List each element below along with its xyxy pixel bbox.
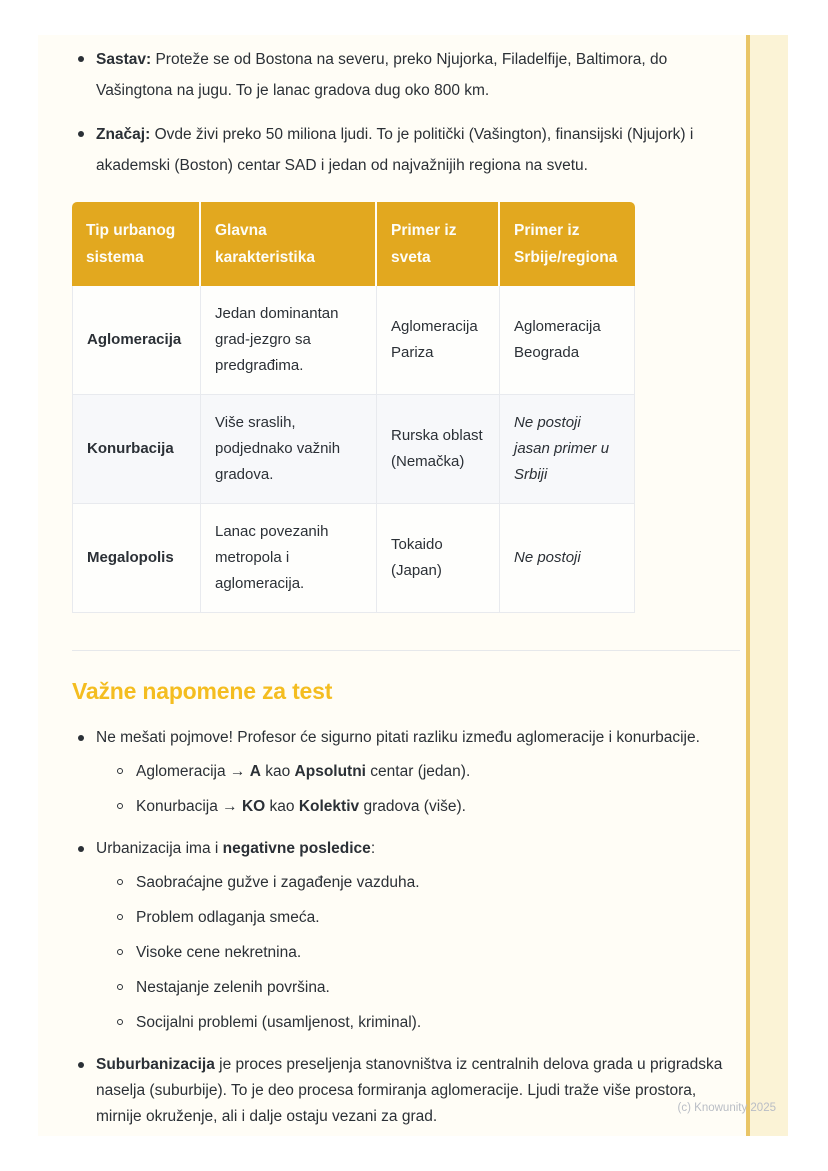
bullet-icon	[78, 735, 84, 741]
table-row	[72, 395, 635, 504]
list-item	[72, 44, 740, 106]
note-text-bold: KO	[241, 798, 266, 815]
cell-world-example: Aglomeracija Pariza	[377, 286, 500, 395]
intro-text: Ovde živi preko 50 miliona ljudi. To je politički (Vašington), finansijski (Njujork) i akademski (Boston) centar SAD i jedan od najvažnijih regiona na svetu.	[96, 126, 694, 174]
column-header: Glavna karakteristika	[201, 202, 377, 286]
note-text-bold: Suburbanizacija	[96, 1056, 215, 1073]
sub-bullet-list	[114, 870, 740, 1036]
circle-bullet-icon	[117, 1019, 123, 1025]
sub-list-item	[114, 759, 740, 785]
circle-bullet-icon	[117, 949, 123, 955]
bullet-icon	[78, 1062, 84, 1068]
watermark: (c) Knowunity 2025	[677, 1102, 776, 1114]
circle-bullet-icon	[117, 768, 123, 774]
sub-list-item	[114, 975, 740, 1001]
urban-systems-table	[72, 202, 635, 613]
list-item	[72, 836, 740, 1036]
circle-bullet-icon	[117, 984, 123, 990]
intro-bullet-list	[72, 44, 740, 181]
note-text: :	[370, 840, 376, 857]
intro-text: Proteže se od Bostona na severu, preko Njujorka, Filadelfije, Baltimora, do Vašingtona na jugu. To je lanac gradova dug oko 800 km.	[96, 51, 668, 99]
sub-list-item	[114, 905, 740, 931]
bullet-icon	[78, 846, 84, 852]
sub-bullet-list	[114, 759, 740, 820]
cell-serbia-example: Ne postoji jasan primer u Srbiji	[500, 395, 635, 504]
table-row	[72, 286, 635, 395]
note-text: Nestajanje zelenih površina.	[136, 979, 330, 996]
cell-characteristic: Jedan dominantan grad-jezgro sa predgrađima.	[201, 286, 377, 395]
circle-bullet-icon	[117, 803, 123, 809]
note-text: Konurbacija →	[136, 798, 242, 815]
table-header-row	[72, 202, 635, 286]
page-content	[38, 35, 788, 1130]
section-heading: Važne napomene za test	[72, 678, 333, 704]
cell-world-example: Tokaido (Japan)	[377, 504, 500, 613]
cell-world-example: Rurska oblast (Nemačka)	[377, 395, 500, 504]
sub-list-item	[114, 940, 740, 966]
cell-serbia-example: Aglomeracija Beograda	[500, 286, 635, 395]
sub-list-item	[114, 794, 740, 820]
bullet-icon	[78, 56, 84, 62]
list-item	[72, 1052, 740, 1130]
section-divider	[72, 650, 740, 651]
intro-label: Značaj:	[96, 126, 151, 143]
sub-list-item	[114, 1010, 740, 1036]
cell-characteristic: Više sraslih, podjednako važnih gradova.	[201, 395, 377, 504]
circle-bullet-icon	[117, 914, 123, 920]
cell-characteristic: Lanac povezanih metropola i aglomeracija.	[201, 504, 377, 613]
note-text: Visoke cene nekretnina.	[136, 944, 302, 961]
note-text: Saobraćajne gužve i zagađenje vazduha.	[136, 874, 420, 891]
sub-list-item	[114, 870, 740, 896]
note-text-bold: negativne posledice	[222, 840, 371, 857]
list-item	[72, 119, 740, 181]
document-page	[38, 35, 788, 1136]
intro-label: Sastav:	[96, 51, 152, 68]
list-item	[72, 725, 740, 820]
note-text-bold: Kolektiv	[298, 798, 360, 815]
column-header: Primer iz Srbije/regiona	[500, 202, 635, 286]
cell-type: Megalopolis	[72, 504, 201, 613]
table-row	[72, 504, 635, 613]
cell-serbia-example: Ne postoji	[500, 504, 635, 613]
note-text: Urbanizacija ima i	[96, 840, 223, 857]
note-text: kao	[260, 763, 295, 780]
note-text: Socijalni problemi (usamljenost, kriminal).	[136, 1014, 422, 1031]
circle-bullet-icon	[117, 879, 123, 885]
column-header: Primer iz sveta	[377, 202, 500, 286]
note-text: Ne mešati pojmove! Profesor će sigurno pitati razliku između aglomeracije i konurbacije.	[96, 729, 700, 746]
note-text-bold: A	[249, 763, 261, 780]
note-text: kao	[265, 798, 299, 815]
bullet-icon	[78, 131, 84, 137]
note-text: Aglomeracija →	[136, 763, 250, 780]
note-text: je proces preseljenja stanovništva iz centralnih delova grada u prigradska naselja (suburbije). To je deo procesa formiranja aglomeracije. Ljudi traže više prostora, mirnije okruženje, ali i dalje ostaju vezani za grad.	[96, 1056, 723, 1125]
note-text: centar (jedan).	[366, 763, 471, 780]
note-text: Problem odlaganja smeća.	[136, 909, 320, 926]
cell-type: Konurbacija	[72, 395, 201, 504]
note-text-bold: Apsolutni	[294, 763, 366, 780]
cell-type: Aglomeracija	[72, 286, 201, 395]
column-header: Tip urbanog sistema	[72, 202, 201, 286]
note-text: gradova (više).	[359, 798, 466, 815]
notes-bullet-list	[72, 725, 740, 1130]
